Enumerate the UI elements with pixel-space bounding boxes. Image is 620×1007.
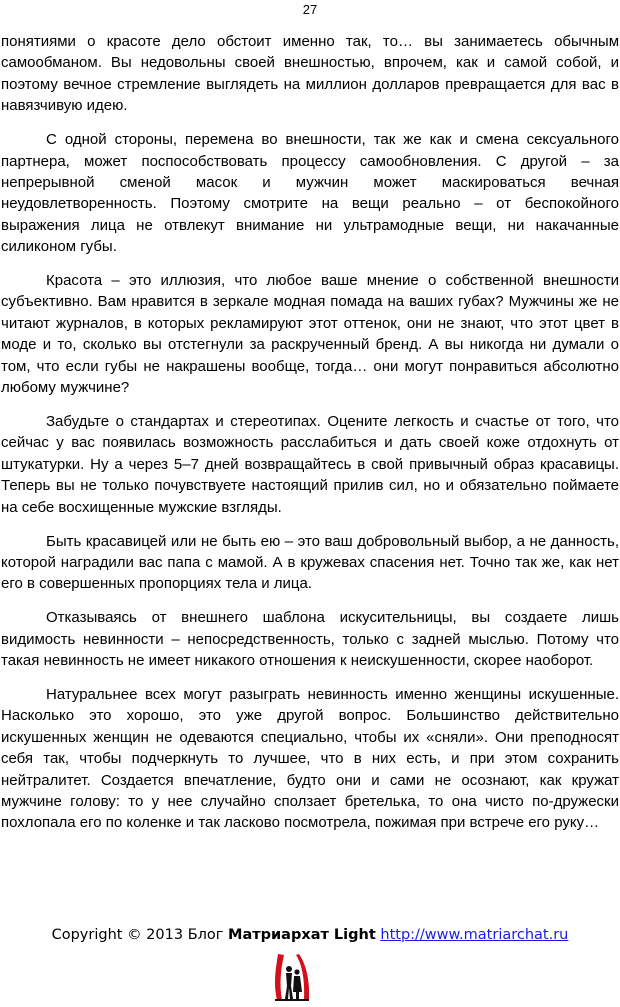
copyright-text: Copyright © 2013 Блог bbox=[51, 927, 229, 943]
paragraph: Отказываясь от внешнего шаблона искусительницы, вы создаете лишь видимость невинности – непосредственность, только с задней мыслью. Потому что такая невинность не имеет никакого отношения к неискушенности, скорее наоборот. bbox=[1, 609, 619, 670]
blog-brand-name: Матриархат Light bbox=[228, 927, 376, 943]
paragraph: Быть красавицей или не быть ею – это ваш добровольный выбор, а не данность, которой наградили вас папа с мамой. А в кружевах спасения нет. Точно так же, как нет его в совершенных пропорциях тела и лица. bbox=[1, 532, 619, 593]
paragraph: Красота – это иллюзия, что любое ваше мнение о собственной внешности субъективно. Вам нравится в зеркале модная помада на ваших губах? Мужчины же не читают журналов, в которых рекламируют этот оттенок, они не знают, что этот цвет в моде и то, сколько вы отстегнули за раскрученный бренд. А вы никогда ни думали о том, что если губы не накрашены вообще, тогда… они могут понравиться абсолютно любому мужчине? bbox=[1, 272, 619, 397]
blog-url-link[interactable]: http://www.matriarchat.ru bbox=[380, 927, 569, 943]
page-number: 27 bbox=[302, 2, 318, 17]
paragraph: Натуральнее всех могут разыграть невинность именно женщины искушенные. Насколько это хорошо, это уже другой вопрос. Большинство действительно искушенных женщин не одеваются специально, чтобы их «сняли». Они преподносят себя так, чтобы подчеркнуть то лучшее, что в них есть, и при этом сохранить нейтралитет. Создается впечатление, будто они и сами не осознают, как кружат мужчине голову: то у нее случайно сползает бретелька, то она чисто по-дружески похлопала его по коленке и так ласково посмотрела, пожимая при встрече его руку… bbox=[1, 685, 619, 832]
page-body bbox=[1, 31, 619, 846]
paragraph: Забудьте о стандартах и стереотипах. Оцените легкость и счастье от того, что сейчас у вас появилась возможность расслабиться и дать своей коже отдохнуть от штукатурки. Ну а через 5–7 дней возвращайтесь в свой привычный образ красавицы. Теперь вы не только почувствуете настоящий прилив сил, но и обязательно поймаете на себе восхищенные мужские взгляды. bbox=[1, 413, 619, 516]
page-footer bbox=[0, 925, 620, 945]
paragraph: С одной стороны, перемена во внешности, так же как и смена сексуального партнера, может поспособствовать процессу самообновления. С другой – за непрерывной сменой масок и мужчин может маскироваться вечная неудовлетворенность. Поэтому смотрите на вещи реально – от беспокойного выражения лица не отвлекут внимание ни ультрамодные вещи, ни накачанные силиконом губы. bbox=[1, 131, 619, 256]
paragraph: понятиями о красоте дело обстоит именно так, то… вы занимаетесь обычным самообманом. Вы недовольны своей внешностью, впрочем, как и самой собой, и поэтому вечное стремление выглядеть на миллион долларов превращается для вас в навязчивую идею. bbox=[1, 33, 619, 115]
matriarchat-logo-icon bbox=[269, 952, 313, 1004]
